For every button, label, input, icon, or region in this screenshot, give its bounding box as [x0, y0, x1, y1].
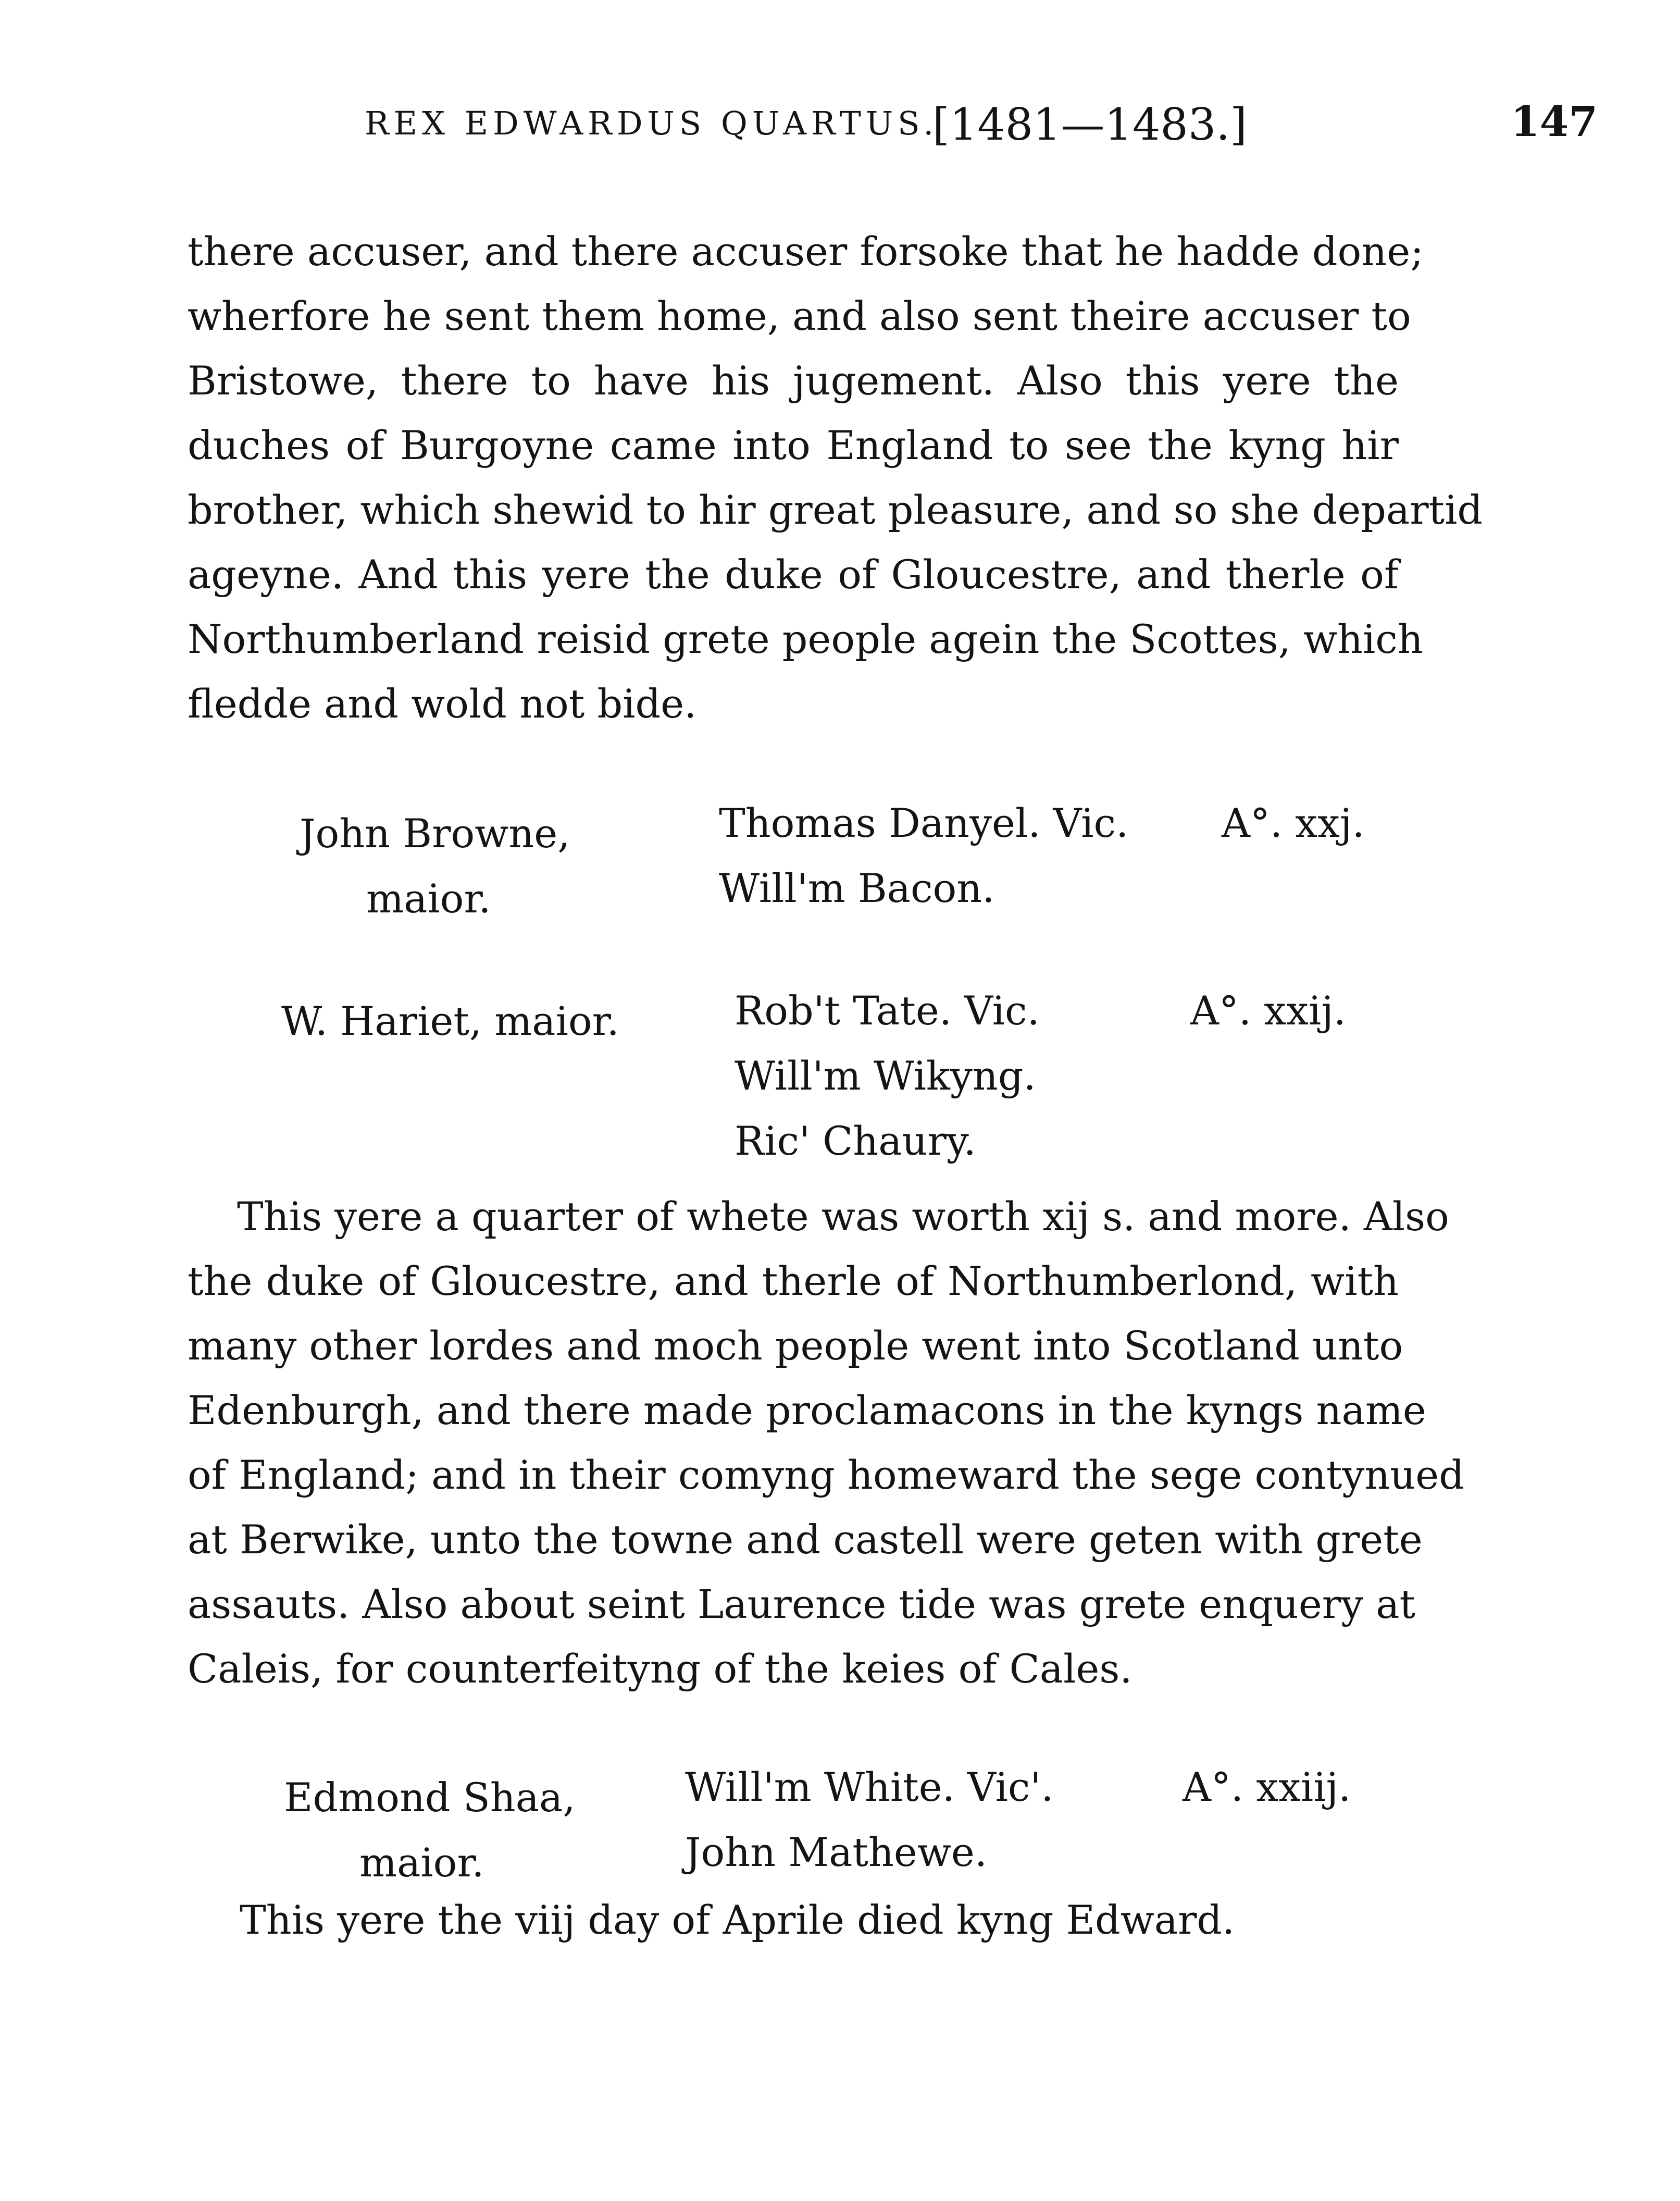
sheriff-name: Rob't Tate. Vic.: [735, 987, 1040, 1034]
text-line: at Berwike, unto the towne and castell were geten with grete: [188, 1516, 1423, 1563]
mayor-title: maior.: [359, 1839, 484, 1886]
sheriff-name: Will'm Bacon.: [719, 865, 995, 911]
page-number: 147: [1511, 97, 1598, 146]
closing-line: This yere the viij day of Aprile died kyng Edward.: [240, 1897, 1235, 1943]
sheriff-name: Will'm White. Vic'.: [685, 1764, 1054, 1810]
text-line: of England; and in their comyng homeward the sege contynued: [188, 1452, 1464, 1498]
text-line: Bristowe, there to have his jugement. Also this yere the: [188, 357, 1399, 404]
regnal-year: A°. xxj.: [1222, 800, 1365, 846]
text-line: duches of Burgoyne came into England to see the kyng hir: [188, 422, 1399, 468]
regnal-year: A°. xxij.: [1190, 987, 1346, 1034]
text-line: the duke of Gloucestre, and therle of Northumberlond, with: [188, 1258, 1399, 1304]
text-line: assauts. Also about seint Laurence tide was grete enquery at: [188, 1581, 1416, 1627]
text-line: This yere a quarter of whete was worth xij s. and more. Also: [237, 1193, 1449, 1240]
mayor-title: maior.: [366, 875, 491, 922]
text-line: Caleis, for counterfeityng of the keies of Cales.: [188, 1646, 1133, 1692]
text-line: Northumberland reisid grete people agein the Scottes, which: [188, 616, 1423, 662]
text-line: fledde and wold not bide.: [188, 681, 697, 727]
sheriff-name: Will'm Wikyng.: [735, 1053, 1036, 1099]
text-line: brother, which shewid to hir great pleasure, and so she departid: [188, 487, 1483, 533]
mayor-name: W. Hariet, maior.: [281, 998, 619, 1044]
sheriff-name: John Mathewe.: [685, 1829, 988, 1875]
regnal-year: A°. xxiij.: [1183, 1764, 1351, 1810]
running-head-dates: [1481—1483.]: [932, 99, 1247, 150]
text-line: there accuser, and there accuser forsoke that he hadde done;: [188, 228, 1424, 275]
text-line: wherfore he sent them home, and also sent theire accuser to: [188, 293, 1411, 339]
mayor-name: Edmond Shaa,: [284, 1774, 576, 1821]
running-head-title: REX EDWARDUS QUARTUS.: [365, 104, 939, 142]
text-line: ageyne. And this yere the duke of Gloucestre, and therle of: [188, 551, 1399, 598]
sheriff-name: Thomas Danyel. Vic.: [719, 800, 1129, 846]
text-line: many other lordes and moch people went into Scotland unto: [188, 1322, 1403, 1369]
text-line: Edenburgh, and there made proclamacons in the kyngs name: [188, 1387, 1426, 1433]
sheriff-name: Ric' Chaury.: [735, 1118, 976, 1164]
mayor-name: John Browne,: [300, 810, 570, 857]
